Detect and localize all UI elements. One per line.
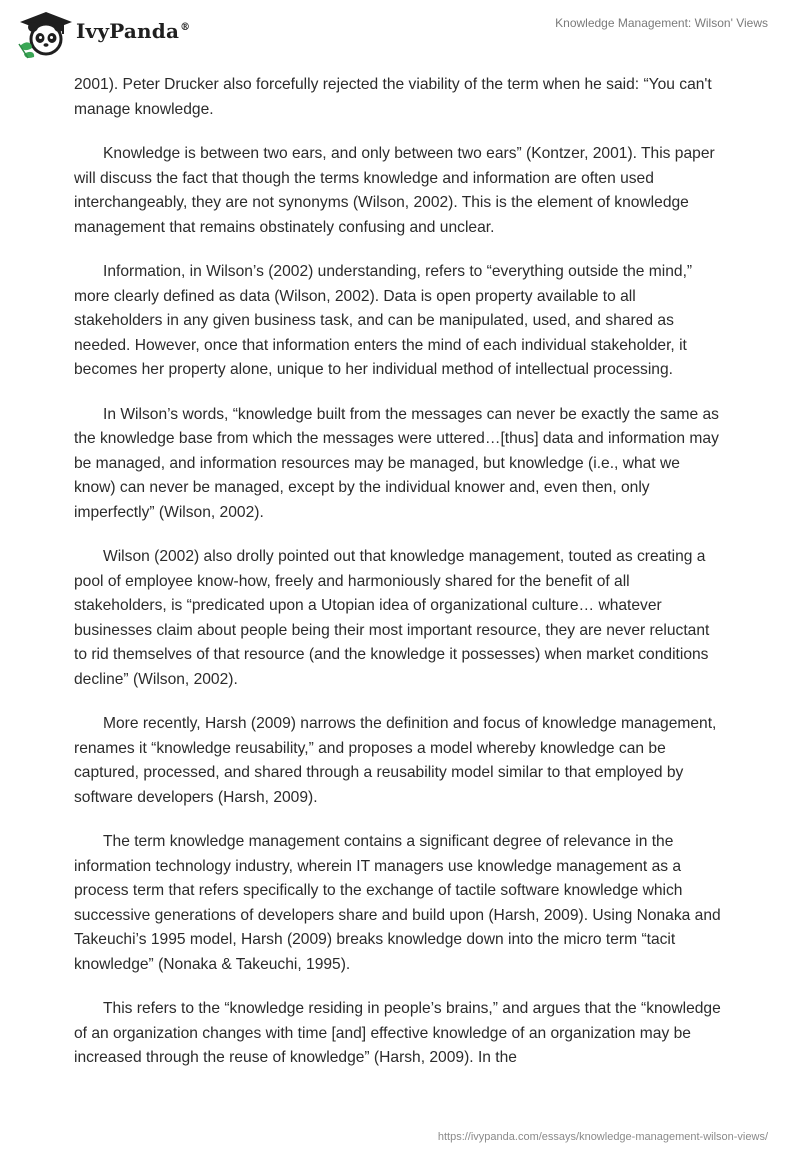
paragraph: In Wilson’s words, “knowledge built from the messages can never be exactly the same as the knowledge base from which the messages were uttered…[thus] data and information may be managed, and information resources may be managed, but knowledge (i.e., what we know) can never be managed, except by the individual knower and, even then, only imperfectly” (Wilson, 2002). bbox=[74, 405, 719, 521]
panda-graduation-cap-icon bbox=[16, 8, 72, 60]
page-header bbox=[0, 0, 800, 66]
paragraph: Wilson (2002) also drolly pointed out that knowledge management, touted as creating a pool of employee know-how, freely and harmoniously shared for the benefit of all stakeholders, is “predicated upon a Utopian idea of organizational culture… whatever businesses claim about people being their most important resource, they are never reluctant to rid themselves of that resource (and the knowledge it possesses) when market conditions decline” (Wilson, 2002). bbox=[74, 548, 710, 688]
paragraph: More recently, Harsh (2009) narrows the definition and focus of knowledge management, renames it “knowledge reusability,” and proposes a model whereby knowledge can be captured, processed, and shared through a reusability model similar to that employed by software developers (Harsh, 2009). bbox=[74, 715, 717, 806]
paragraph: 2001). Peter Drucker also forcefully rejected the viability of the term when he said: “You can't manage knowledge. bbox=[74, 76, 712, 118]
paragraph: The term knowledge management contains a significant degree of relevance in the information technology industry, wherein IT managers use knowledge management as a process term that refers specifically to the exchange of tactile software knowledge which successive generations of developers share and build upon (Harsh, 2009). Using Nonaka and Takeuchi’s 1995 model, Harsh (2009) breaks knowledge down into the micro term “tacit knowledge” (Nonaka & Takeuchi, 1995). bbox=[74, 833, 721, 973]
paragraph: Information, in Wilson’s (2002) understanding, refers to “everything outside the mind,” more clearly defined as data (Wilson, 2002). Data is open property available to all stakeholders in any given business task, and can be manipulated, used, and shared as needed. However, once that information enters the mind of each individual stakeholder, it becomes her property alone, unique to her individual method of intellectual processing. bbox=[74, 263, 693, 378]
paragraph: Knowledge is between two ears, and only between two ears” (Kontzer, 2001). This paper will discuss the fact that though the terms knowledge and information are often used interchangeably, they are not synonyms (Wilson, 2002). This is the element of knowledge management that remains obstinately confusing and unclear. bbox=[74, 145, 715, 236]
essay-body bbox=[74, 73, 724, 1091]
registered-mark: ® bbox=[180, 22, 191, 34]
brand-name bbox=[76, 19, 190, 43]
brand-name-text: IvyPanda bbox=[76, 19, 180, 43]
paragraph: This refers to the “knowledge residing in people’s brains,” and argues that the “knowledge of an organization changes with time [and] effective knowledge of an organization may be increased through the reuse of knowledge” (Harsh, 2009). In the bbox=[74, 1000, 721, 1066]
ivypanda-logo[interactable] bbox=[16, 8, 216, 58]
document-title: Knowledge Management: Wilson' Views bbox=[555, 16, 768, 30]
source-url[interactable]: https://ivypanda.com/essays/knowledge-management-wilson-views/ bbox=[437, 1131, 768, 1143]
